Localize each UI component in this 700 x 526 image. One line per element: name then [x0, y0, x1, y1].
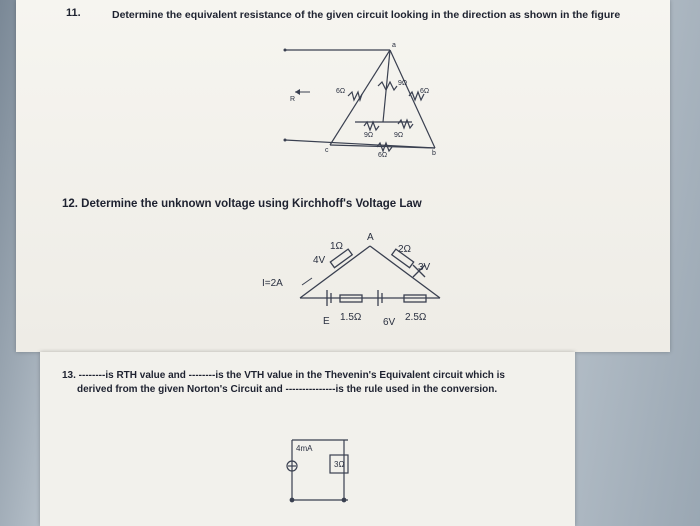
q11-number: 11. [66, 7, 81, 19]
q12-r1-label: 1Ω [330, 241, 344, 252]
q11-r2-label: 9Ω [398, 80, 408, 87]
q12-node-a: A [367, 232, 374, 243]
q11-r3-label: 6Ω [420, 88, 430, 95]
q13-resistor-label: 3Ω [334, 460, 345, 469]
q11-r4-label: 9Ω [364, 132, 374, 139]
q12-r15-label: 1.5Ω [340, 312, 362, 323]
q11-node-a: a [392, 42, 396, 49]
q13-current-label: 4mA [296, 444, 313, 453]
q12-r2-label: 2Ω [398, 244, 412, 255]
q12-v6-label: 6V [383, 317, 396, 328]
q11-r6-label: 6Ω [378, 152, 388, 159]
q12-current-label: I=2A [262, 278, 283, 289]
q11-text: Determine the equivalent resistance of the given circuit looking in the direction as shown in the figure [112, 9, 621, 21]
q12-v3-label: 3V [418, 262, 431, 273]
q12-node-e: E [323, 316, 330, 327]
q11-r5-label: 9Ω [394, 132, 404, 139]
q12-text: 12. Determine the unknown voltage using Kirchhoff's Voltage Law [62, 198, 422, 210]
q11-node-c: c [325, 147, 329, 154]
q11-rt-label: R [290, 96, 296, 103]
q13-line1: 13. --------is RTH value and --------is the VTH value in the Thevenin's Equivalent circuit which is [62, 370, 505, 381]
q12-r25-label: 2.5Ω [405, 312, 427, 323]
q12-v4-label: 4V [313, 255, 326, 266]
q11-node-b: b [432, 150, 436, 157]
q13-line2: derived from the given Norton's Circuit and ---------------is the rule used in the conversion. [77, 384, 498, 395]
q11-r1-label: 6Ω [336, 88, 346, 95]
